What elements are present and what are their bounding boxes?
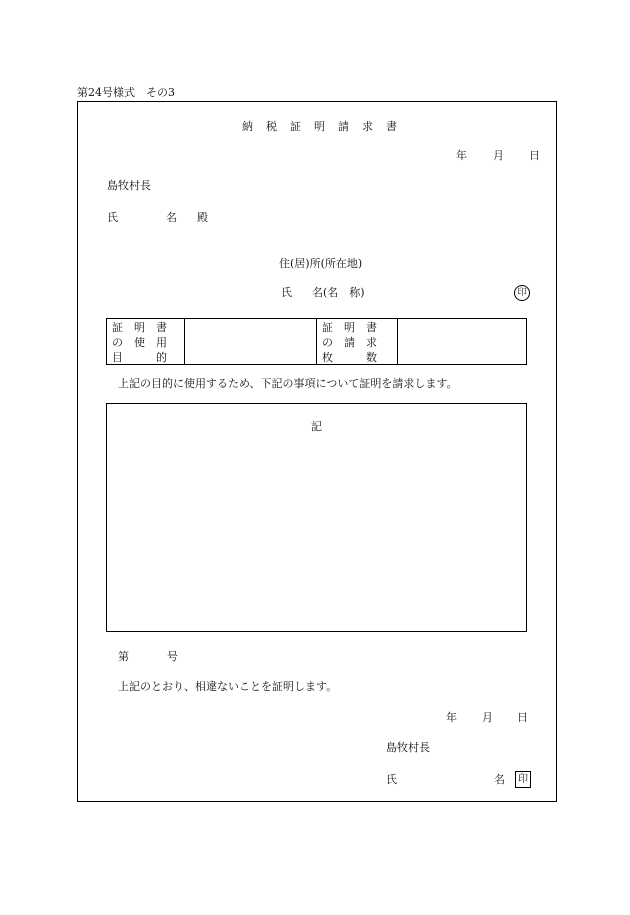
cert-number-dai: 第 xyxy=(118,650,129,663)
copies-label-line xyxy=(322,350,388,365)
issuer-name-shi: 氏 xyxy=(386,773,397,786)
purpose-label xyxy=(112,320,178,365)
copies-label xyxy=(322,320,388,365)
purpose-copies-table xyxy=(106,318,527,365)
request-sentence: 上記の目的に使用するため、下記の事項について証明を請求します。 xyxy=(118,377,458,390)
addressee: 島牧村長 xyxy=(107,179,151,192)
addressee-name-mei: 名 xyxy=(166,211,177,224)
addressee-dono: 殿 xyxy=(197,211,208,224)
purpose-label-line-1: 証 明 書 xyxy=(112,321,167,334)
applicant-address-label: 住(居)所(所在地) xyxy=(279,257,363,270)
details-heading: 記 xyxy=(311,420,322,433)
cert-date-month: 月 xyxy=(482,711,493,724)
purpose-label-line-3: 目 的 xyxy=(112,351,167,364)
purpose-label-line xyxy=(112,320,178,335)
copies-label-line xyxy=(322,335,388,350)
form-number: 第24号様式 その3 xyxy=(77,86,175,99)
cert-date-day: 日 xyxy=(517,711,528,724)
copies-label-line xyxy=(322,320,388,335)
purpose-label-line xyxy=(112,335,178,350)
issuer: 島牧村長 xyxy=(386,741,430,754)
copies-label-line-2: の 請 求 xyxy=(322,336,377,349)
issuer-name-mei: 名 xyxy=(494,773,505,786)
applicant-name-label-shi: 氏 xyxy=(281,286,292,299)
date-day: 日 xyxy=(529,149,540,162)
applicant-seal-icon: 印 xyxy=(514,285,530,301)
copies-label-line-1: 証 明 書 xyxy=(322,321,377,334)
addressee-name-shi: 氏 xyxy=(107,211,118,224)
purpose-label-line-2: の 使 用 xyxy=(112,336,167,349)
issuer-seal-icon: 印 xyxy=(515,771,531,788)
form-title: 納税証明請求書 xyxy=(242,120,410,133)
date-month: 月 xyxy=(493,149,504,162)
cert-date-year: 年 xyxy=(446,711,457,724)
cert-number-go: 号 xyxy=(167,650,178,663)
details-box[interactable] xyxy=(106,403,527,632)
cert-sentence: 上記のとおり、相違ないことを証明します。 xyxy=(118,680,338,693)
purpose-label-line xyxy=(112,350,178,365)
copies-label-line-3: 枚 数 xyxy=(322,351,377,364)
date-year: 年 xyxy=(456,149,467,162)
applicant-name-label: 名(名 称) xyxy=(312,286,365,299)
